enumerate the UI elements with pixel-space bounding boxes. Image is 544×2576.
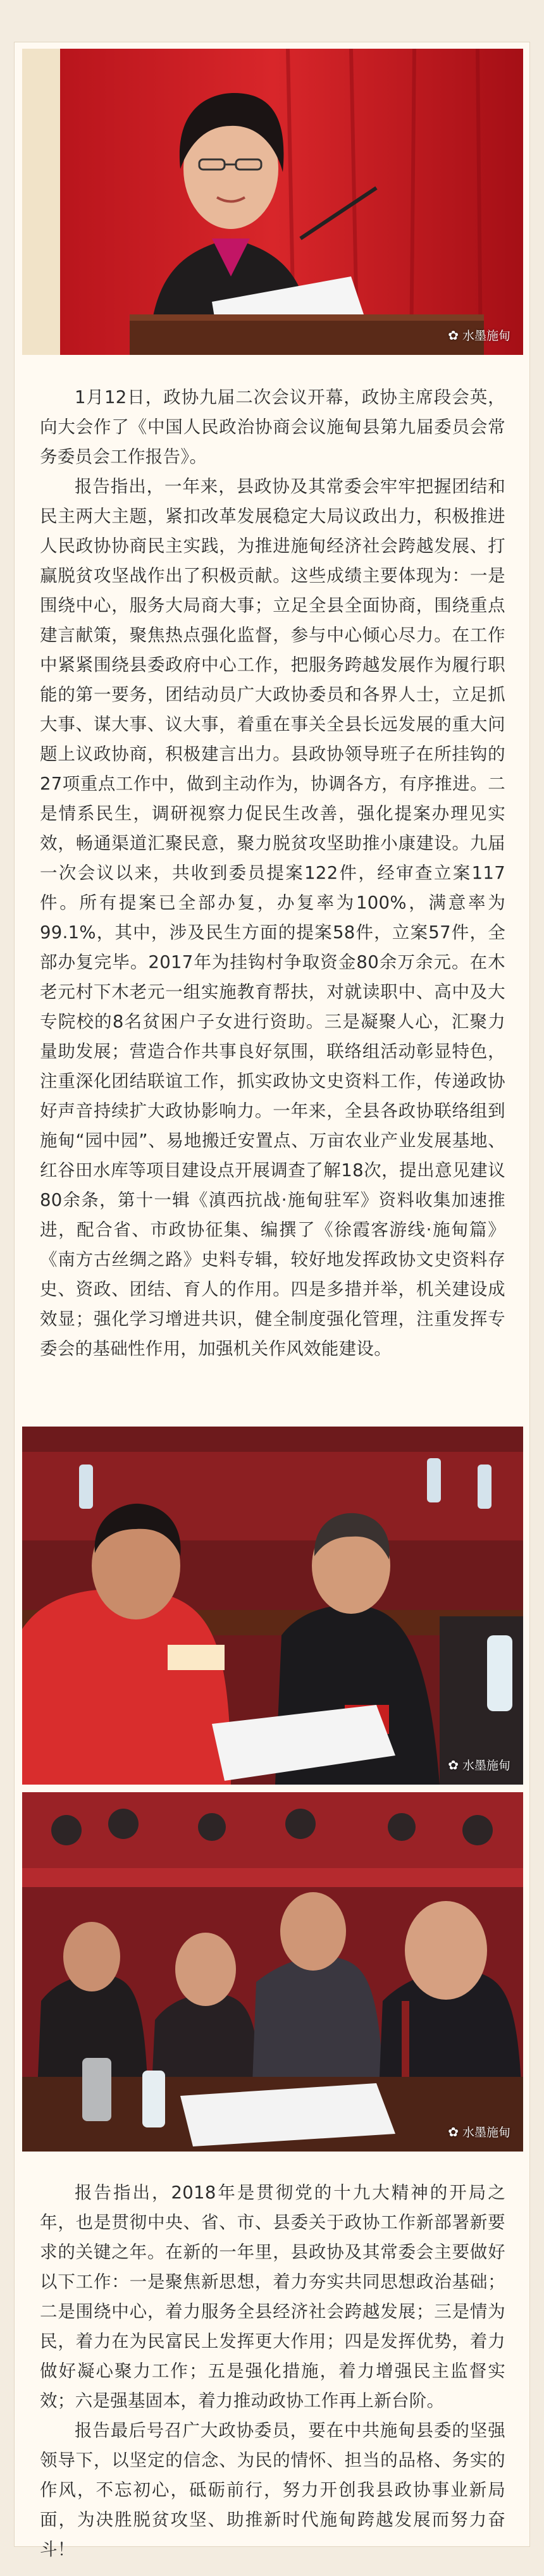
article-body-bottom <box>40 2178 505 2565</box>
article-card <box>14 42 530 2560</box>
wechat-icon: ✿ <box>448 2124 459 2139</box>
paragraph: 报告指出，一年来，县政协及其常委会牢牢把握团结和民主两大主题，紧扣改革发展稳定大局议政出力，积极推进人民政协协商民主实践，为推进施甸经济社会跨越发展、打赢脱贫攻坚战作出了积极贡献。这些成绩主要体现为：一是围绕中心，服务大局商大事；立足全县全面协商，围绕重点建言献策，聚焦热点强化监督，参与中心倾心尽力。在工作中紧紧围绕县委政府中心工作，把服务跨越发展作为履行职能的第一要务，团结动员广大政协委员和各界人士，立足抓大事、谋大事、议大事，着重在事关全县长远发展的重大问题上议政协商，积极建言出力。县政协领导班子在所挂钩的27项重点工作中，做到主动作为，协调各方，有序推进。二是情系民生，调研视察力促民生改善，强化提案办理见实效，畅通渠道汇聚民意，聚力脱贫攻坚助推小康建设。九届一次会议以来，共收到委员提案122件，经审查立案117件。所有提案已全部办复，办复率为100%，满意率为99.1%，其中，涉及民生方面的提案58件，立案57件，全部办复完毕。2017年为挂钩村争取资金80余万余元。在木老元村下木老元一组实施教育帮扶，对就读职中、高中及大专院校的8名贫困户子女进行资助。三是凝聚人心，汇聚力量助发展；营造合作共事良好氛围，联络组活动彰显特色，注重深化团结联谊工作，抓实政协文史资料工作，传递政协好声音持续扩大政协影响力。一年来，全县各政协联络组到施甸“园中园”、易地搬迁安置点、万亩农业产业发展基地、红谷田水库等项目建设点开展调查了解18次，提出意见建议80余条，第十一辑《滇西抗战·施甸驻军》资料收集加速推进，配合省、市政协征集、编撰了《徐霞客游线·施甸篇》《南方古丝绸之路》史料专辑，较好地发挥政协文史资料存史、资政、团结、育人的作用。四是多措并举，机关建设成效显；强化学习增进共识，健全制度强化管理，注重发挥专委会的基础性作用，加强机关作风效能建设。 <box>40 476 505 1359</box>
wechat-icon: ✿ <box>448 327 459 343</box>
watermark: ✿ 水墨施甸 <box>448 2124 510 2139</box>
speaker-photo <box>22 49 523 355</box>
watermark: ✿ 水墨施甸 <box>448 327 510 343</box>
delegates-photo-2 <box>22 1792 523 2152</box>
delegates-photo-1 <box>22 1427 523 1785</box>
watermark: ✿ 水墨施甸 <box>448 1757 510 1773</box>
wechat-icon: ✿ <box>448 1757 459 1773</box>
article-body-top <box>40 383 505 1364</box>
paragraph: 报告指出，2018年是贯彻党的十九大精神的开局之年，也是贯彻中央、省、市、县委关于政协工作新部署新要求的关键之年。在新的一年里，县政协及其常委会主要做好以下工作：一是聚焦新思想，着力夯实共同思想政治基础；二是围绕中心，着力服务全县经济社会跨越发展；三是情为民，着力在为民富民上发挥更大作用；四是发挥优势，着力做好凝心聚力工作；五是强化措施，着力增强民主监督实效；六是强基固本，着力推动政协工作再上新台阶。 <box>40 2183 505 2411</box>
paragraph: 1月12日，政协九届二次会议开幕，政协主席段会英，向大会作了《中国人民政治协商会议施甸县第九届委员会常务委员会工作报告》。 <box>40 387 505 467</box>
paragraph: 报告最后号召广大政协委员，要在中共施甸县委的坚强领导下，以坚定的信念、为民的情怀、担当的品格、务实的作风，不忘初心，砥砺前行，努力开创我县政协事业新局面，为决胜脱贫攻坚、助推新时代施甸跨越发展而努力奋斗！ <box>40 2420 505 2560</box>
